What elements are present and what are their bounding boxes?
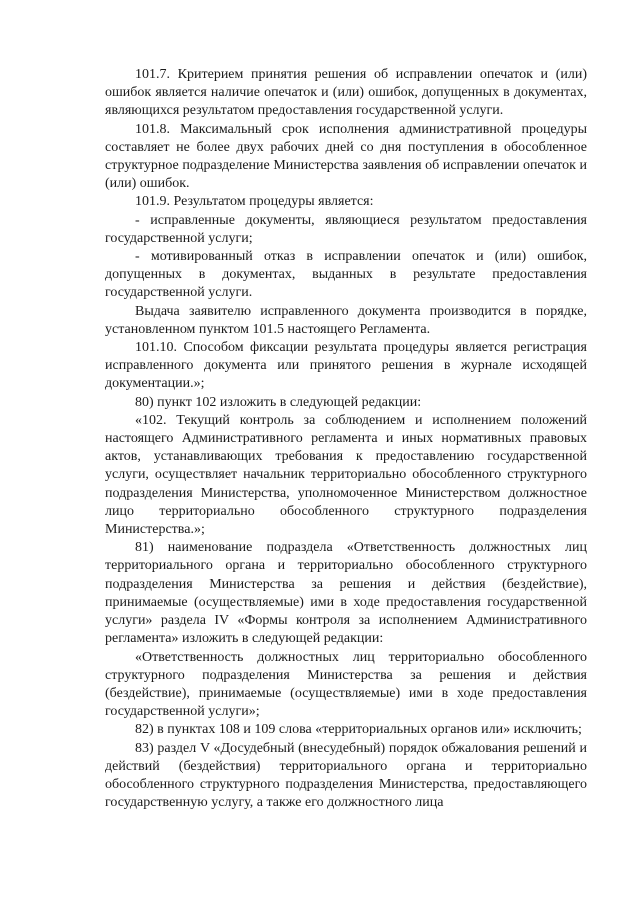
paragraph-responsibility-title: «Ответственность должностных лиц территориально обособленного структурного подразделения Министерства за решения и действия (бездействие), принимаемые (осуществляемые) ими в ходе предоставления государственной услуги»;: [105, 649, 587, 720]
document-body: [105, 66, 587, 812]
paragraph-102: «102. Текущий контроль за соблюдением и исполнением положений настоящего Административного регламента и иных нормативных правовых актов, устанавливающих требования к предоставлению государственной услуги, осуществляет начальник территориально обособленного структурного подразделения Министерства, уполномоченное Министерством должностное лицо территориально обособленного структурного подразделения Министерства.»;: [105, 412, 587, 538]
paragraph-item-81: 81) наименование подраздела «Ответственность должностных лиц территориального органа и территориально обособленного структурного подразделения Министерства за решения и действия (бездействие), принимаемые (осуществляемые) ими в ходе предоставления государственной услуги» раздела IV «Формы контроля за исполнением Административного регламента» изложить в следующей редакции:: [105, 540, 587, 647]
list-item-motivated-refusal: - мотивированный отказ в исправлении опечаток и (или) ошибок, допущенных в документах, выданных в результате предоставления государственной услуги.: [105, 249, 587, 301]
paragraph-item-83: 83) раздел V «Досудебный (внесудебный) порядок обжалования решений и действий (бездействия) территориального органа и территориально обособленного структурного подразделения Министерства, предоставляющего государственную услугу, а также его должностного лица: [105, 740, 587, 811]
paragraph-101-10: 101.10. Способом фиксации результата процедуры является регистрация исправленного документа или принятого решения в журнале исходящей документации.»;: [105, 340, 587, 392]
paragraph-101-7: 101.7. Критерием принятия решения об исправлении опечаток и (или) ошибок является наличие опечаток и (или) ошибок, допущенных в документах, являющихся результатом предоставления государственной услуги.: [105, 67, 587, 119]
paragraph-item-80: 80) пункт 102 изложить в следующей редакции:: [135, 394, 422, 410]
list-item-corrected-documents: - исправленные документы, являющиеся результатом предоставления государственной услуги;: [105, 212, 587, 246]
paragraph-101-8: 101.8. Максимальный срок исполнения административной процедуры составляет не более двух рабочих дней со дня поступления в обособленное структурное подразделение Министерства заявления об исправлении опечаток и (или) ошибок.: [105, 121, 587, 192]
paragraph-101-9: 101.9. Результатом процедуры является:: [135, 194, 374, 210]
paragraph-item-82: 82) в пунктах 108 и 109 слова «территориальных органов или» исключить;: [135, 722, 582, 738]
paragraph-issuance: Выдача заявителю исправленного документа производится в порядке, установленном пунктом 101.5 настоящего Регламента.: [105, 303, 587, 337]
